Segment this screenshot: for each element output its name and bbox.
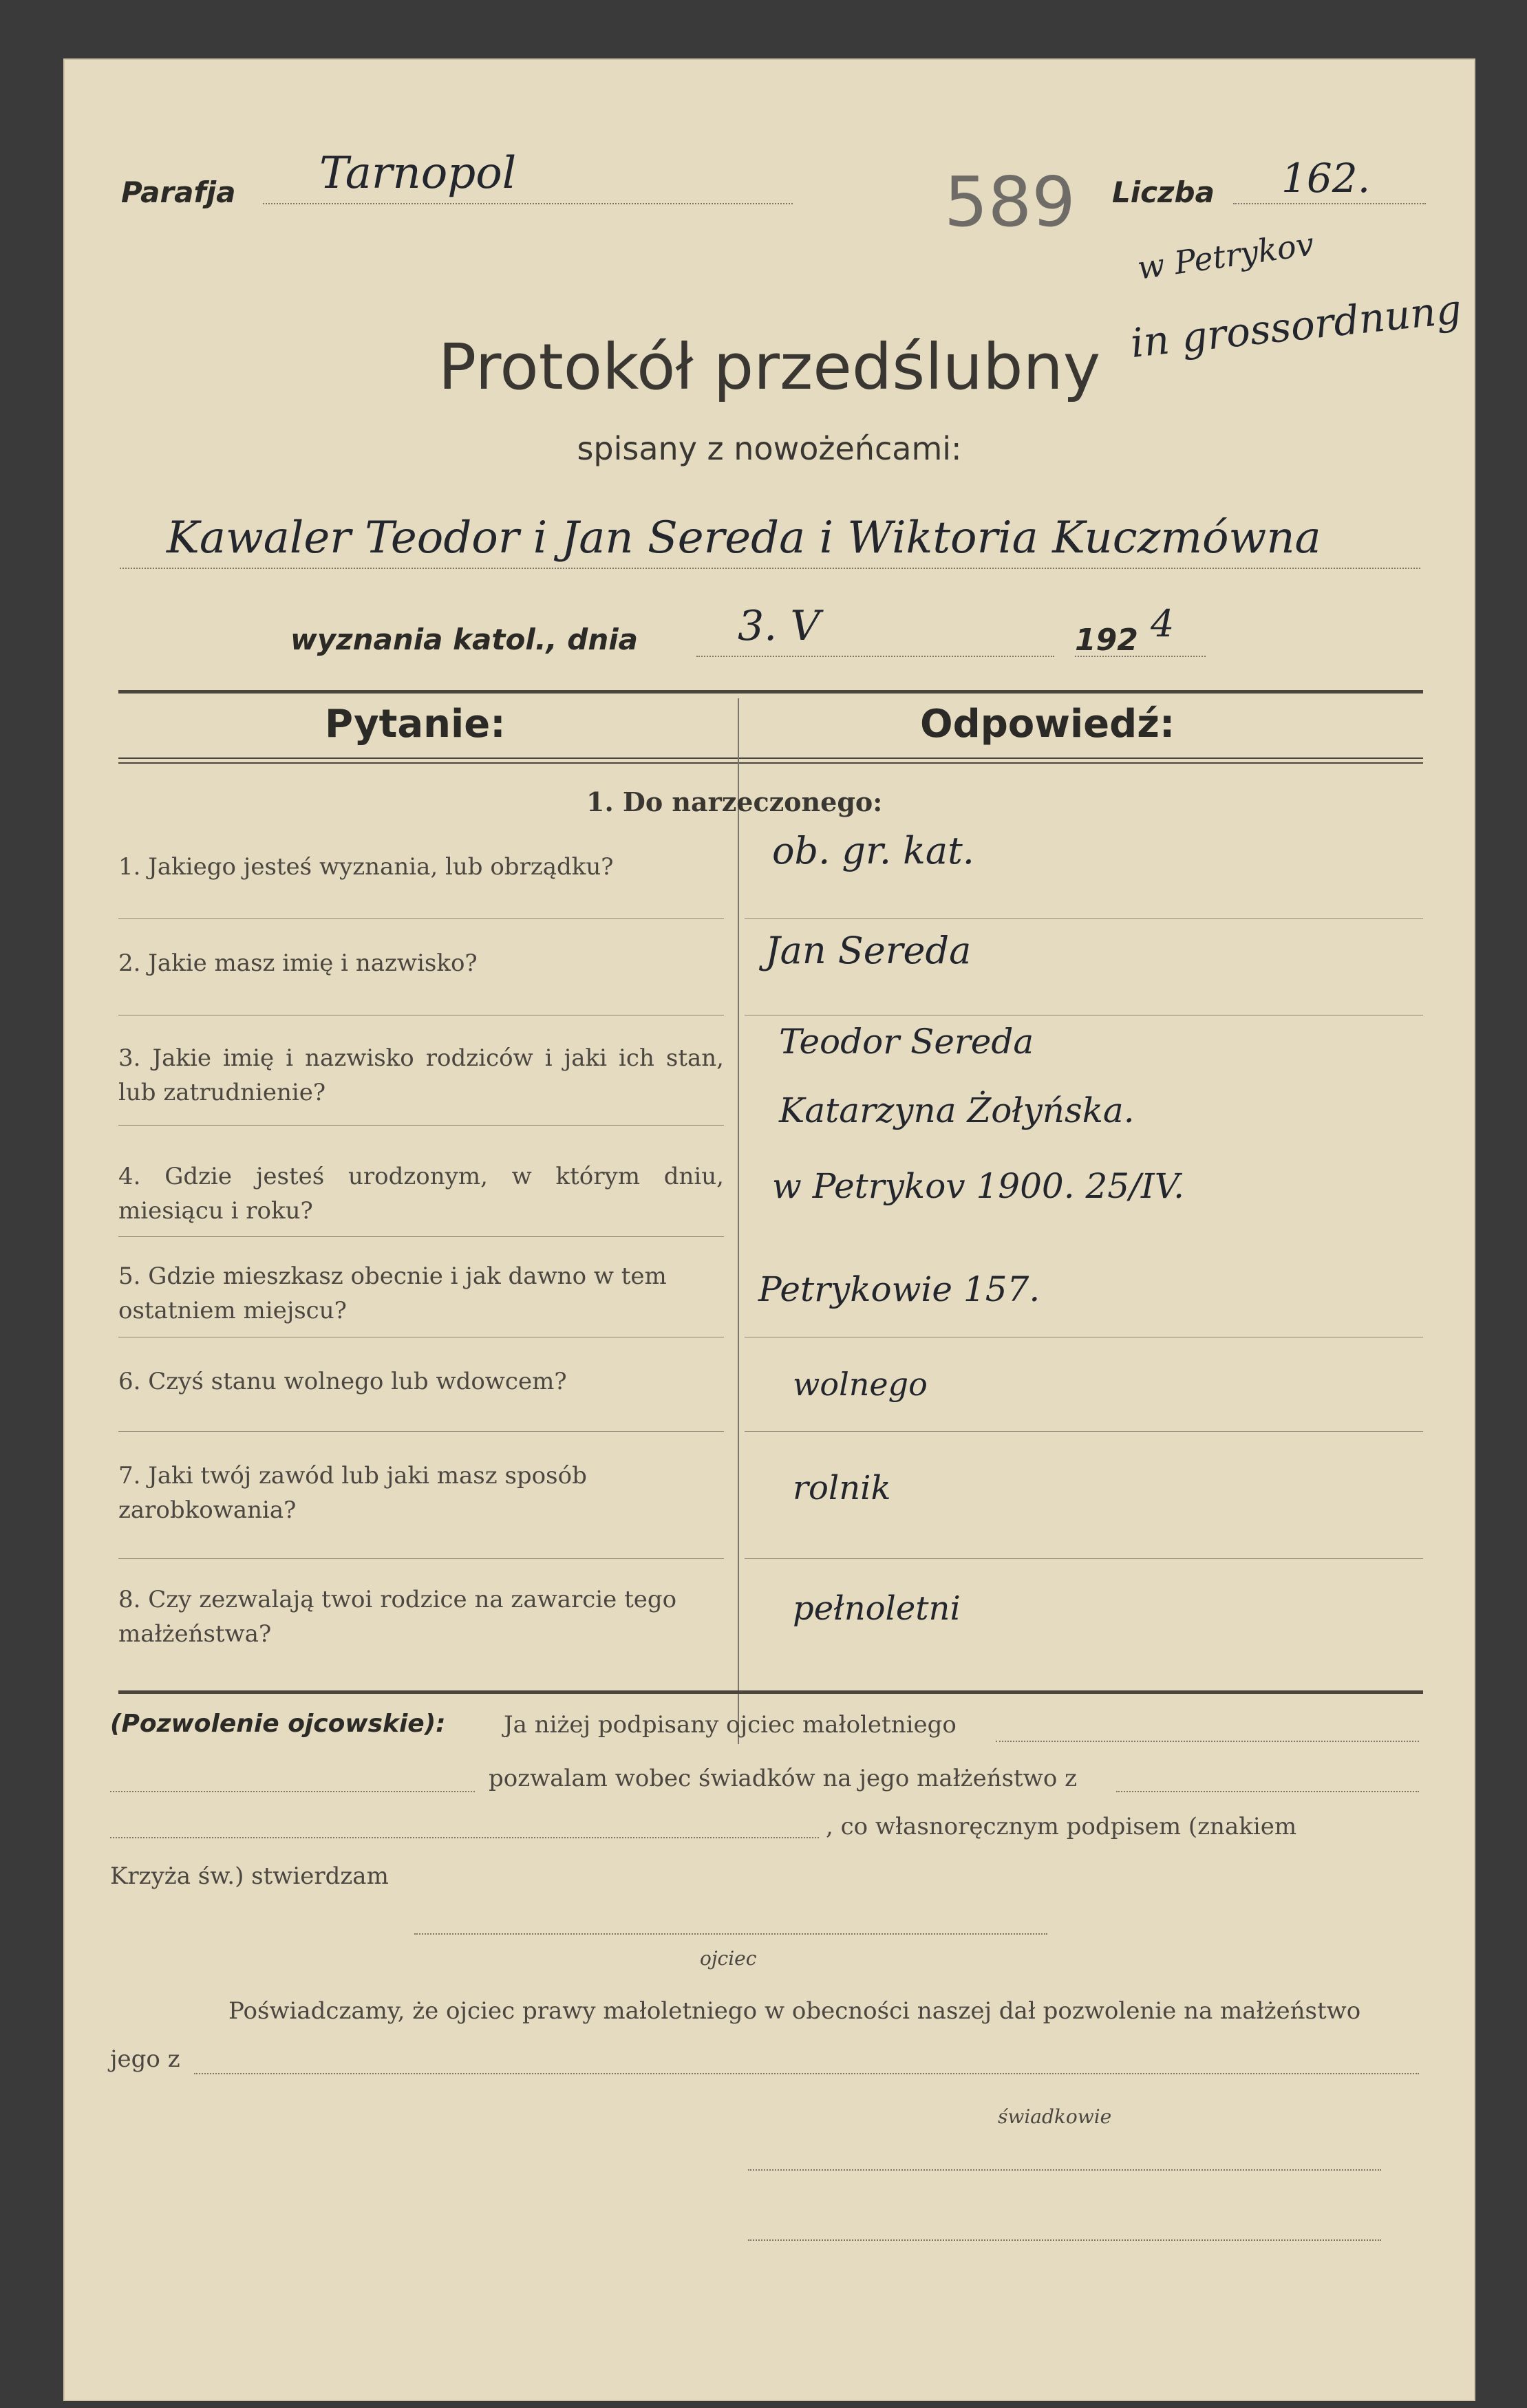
date-value: 3. V: [738, 602, 820, 650]
permission-dotline-1: [996, 1741, 1419, 1742]
col-header-answer: Odpowiedź:: [920, 702, 1175, 746]
answer-5: Petrykowie 157.: [758, 1269, 1040, 1309]
permission-label: (Pozwolenie ojcowskie):: [110, 1710, 446, 1738]
table-column-divider: [738, 698, 739, 1744]
question-2: 2. Jakie masz imię i nazwisko?: [118, 949, 478, 977]
parafja-value: Tarnopol: [319, 148, 517, 199]
document-page: [63, 58, 1475, 2401]
margin-note-1: w Petrykov: [1135, 225, 1316, 287]
parafja-line: [263, 203, 793, 204]
row-rule-q6: [118, 1431, 724, 1432]
document-title: Protokół przedślubny: [438, 330, 1101, 404]
pencil-number: 589: [944, 162, 1076, 242]
jego-z-label: jego z: [110, 2045, 180, 2073]
witness-line-2: [748, 2239, 1381, 2241]
answer-3b: Katarzyna Żołyńska.: [779, 1090, 1135, 1130]
liczba-label: Liczba: [1112, 175, 1215, 209]
table-header-rule-2: [118, 762, 1423, 764]
row-rule-q3: [118, 1125, 724, 1126]
answer-1: ob. gr. kat.: [772, 829, 974, 872]
year-prefix: 192: [1075, 623, 1138, 658]
question-8: 8. Czy zezwalają twoi rodzice na zawarcie tego małżeństwa?: [118, 1586, 677, 1648]
jego-z-line: [194, 2073, 1419, 2074]
couple-names: Kawaler Teodor i Jan Sereda i Wiktoria Kuczmówna: [167, 513, 1321, 563]
liczba-value: 162.: [1281, 155, 1371, 202]
answer-3a: Teodor Sereda: [779, 1022, 1034, 1062]
answer-6: wolnego: [793, 1366, 928, 1403]
question-4: 4. Gdzie jesteś urodzonym, w którym dniu, miesiącu i roku?: [118, 1163, 724, 1225]
year-suffix: 4: [1151, 602, 1175, 645]
parafja-label: Parafja: [121, 175, 236, 209]
answer-8: pełnoletni: [793, 1589, 961, 1628]
permission-line-4: Krzyża św.) stwierdzam: [110, 1862, 389, 1890]
permission-line-3: , co własnoręcznym podpisem (znakiem: [826, 1813, 1297, 1840]
date-line: [696, 656, 1054, 657]
question-7: 7. Jaki twój zawód lub jaki masz sposób zarobkowania?: [118, 1462, 587, 1524]
row-rule-q7: [118, 1558, 724, 1559]
father-caption: ojciec: [700, 1947, 757, 1970]
question-3: 3. Jakie imię i nazwisko rodziców i jaki ich stan, lub zatrudnienie?: [118, 1044, 724, 1106]
witness-line-1: [748, 2169, 1381, 2171]
permission-dotline-2a: [110, 1791, 475, 1792]
row-rule-a6: [745, 1431, 1423, 1432]
row-rule-a1: [745, 918, 1423, 919]
father-signature-line: [414, 1933, 1047, 1935]
row-rule-a7: [745, 1558, 1423, 1559]
question-5: 5. Gdzie mieszkasz obecnie i jak dawno w tem ostatniem miejscu?: [118, 1262, 667, 1324]
liczba-line: [1233, 203, 1426, 204]
answer-7: rolnik: [793, 1469, 891, 1507]
margin-note-2: in grossordnung: [1128, 285, 1464, 367]
year-line: [1075, 656, 1206, 657]
witnesses-caption: świadkowie: [998, 2105, 1112, 2128]
permission-dotline-2b: [1116, 1791, 1419, 1792]
permission-line-1: Ja niżej podpisany ojciec małoletniego: [504, 1711, 957, 1739]
answer-4: w Petrykov 1900. 25/IV.: [772, 1166, 1184, 1206]
witness-statement: Poświadczamy, że ojciec prawy małoletniego w obecności naszej dał pozwolenie na małżeństwo: [228, 1997, 1361, 2025]
col-header-question: Pytanie:: [325, 702, 506, 746]
document-subtitle: spisany z nowożeńcami:: [577, 430, 962, 467]
row-rule-q1: [118, 918, 724, 919]
table-top-rule: [118, 690, 1423, 694]
table-bottom-rule: [118, 1690, 1423, 1694]
section-heading: 1. Do narzeczonego:: [586, 786, 883, 817]
names-line: [120, 568, 1420, 569]
row-rule-q4: [118, 1236, 724, 1237]
permission-line-2: pozwalam wobec świadków na jego małżeństwo z: [489, 1765, 1078, 1792]
table-header-rule-1: [118, 757, 1423, 759]
permission-dotline-3: [110, 1837, 819, 1838]
wyznania-label: wyznania katol., dnia: [290, 623, 638, 656]
question-6: 6. Czyś stanu wolnego lub wdowcem?: [118, 1368, 567, 1395]
answer-2: Jan Sereda: [765, 929, 972, 972]
question-1: 1. Jakiego jesteś wyznania, lub obrządku?: [118, 853, 614, 881]
